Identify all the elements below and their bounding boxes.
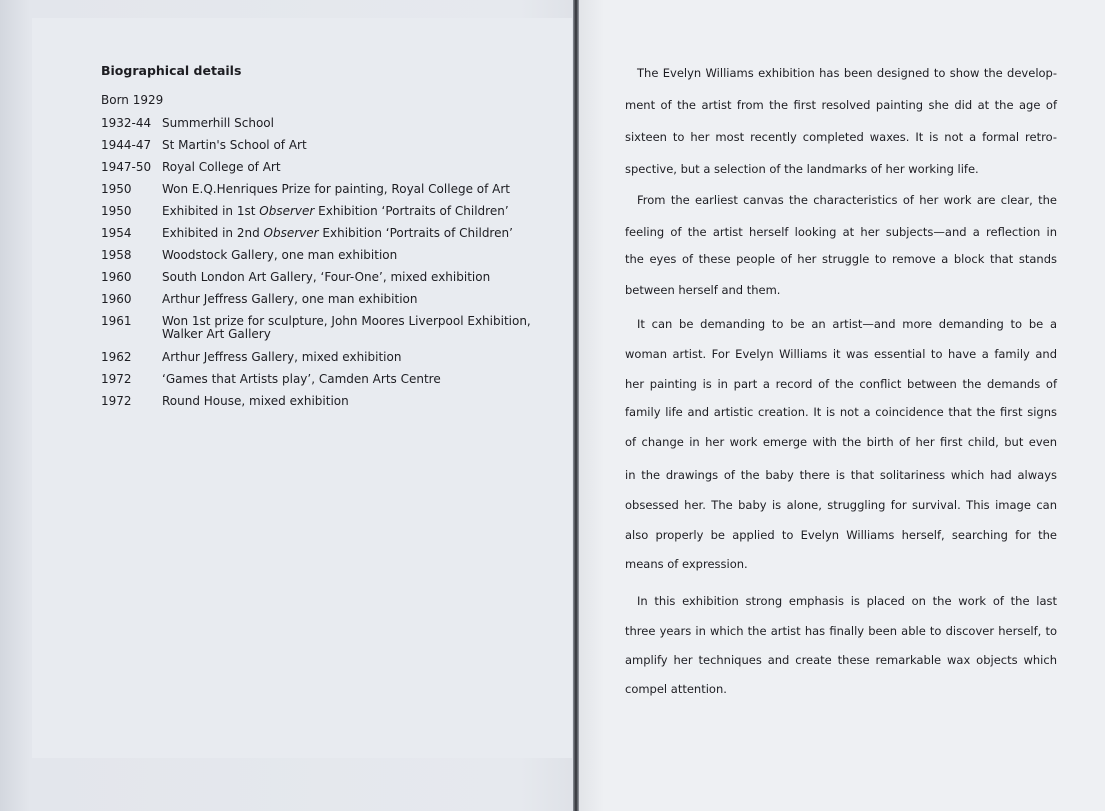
paragraph-2-line — [637, 193, 1057, 207]
bio-year: 1962 — [101, 350, 132, 364]
bio-event — [162, 249, 562, 262]
bio-year: 1954 — [101, 226, 132, 240]
line-text: the eyes of these people of her struggle to remove a block that stands — [625, 252, 1057, 266]
line-text: woman artist. For Evelyn Williams it was essential to have a family and — [625, 347, 1057, 361]
line-text: her painting is in part a record of the conflict between the demands of — [625, 377, 1057, 391]
bio-year: 1947-50 — [101, 160, 152, 174]
bio-event-text: Round House, mixed exhibition — [162, 394, 349, 408]
bio-event-text: St Martin's School of Art — [162, 138, 307, 152]
paragraph-1-line — [637, 66, 1057, 80]
bio-heading: Biographical details — [101, 63, 242, 78]
bio-event — [162, 373, 562, 386]
bio-event — [162, 293, 562, 306]
line-text: From the earliest canvas the characteristics of her work are clear, the — [637, 193, 1057, 207]
line-text: ment of the artist from the first resolved painting she did at the age of — [625, 98, 1057, 112]
bio-event-text: Royal College of Art — [162, 160, 281, 174]
line-text: of change in her work emerge with the birth of her first child, but even — [625, 435, 1057, 449]
line-text: also properly be applied to Evelyn Williams herself, searching for the — [625, 528, 1057, 542]
bio-year: 1960 — [101, 270, 132, 284]
paragraph-3-line — [625, 405, 1057, 419]
paragraph-4-line — [637, 594, 1057, 608]
line-text: three years in which the artist has finally been able to discover herself, to — [625, 624, 1057, 638]
paragraph-2-line — [625, 283, 1057, 297]
bio-event-text: Arthur Jeffress Gallery, mixed exhibition — [162, 350, 402, 364]
bio-event-text: South London Art Gallery, ‘Four-One’, mixed exhibition — [162, 270, 491, 284]
paragraph-3-line — [625, 557, 1057, 571]
bio-event — [162, 205, 562, 218]
paragraph-3-line — [625, 435, 1057, 449]
bio-event — [162, 227, 562, 240]
bio-event — [162, 117, 562, 130]
line-text: sixteen to her most recently completed waxes. It is not a formal retro- — [625, 130, 1057, 144]
bio-event-text: Exhibition ‘Portraits of Children’ — [314, 204, 509, 218]
paragraph-3-line — [625, 528, 1057, 542]
bio-year: 1958 — [101, 248, 132, 262]
bio-year: 1950 — [101, 204, 132, 218]
paragraph-3-line — [637, 317, 1057, 331]
paragraph-3-line — [625, 498, 1057, 512]
paragraph-4-line — [625, 653, 1057, 667]
bio-year: 1950 — [101, 182, 132, 196]
bio-event — [162, 183, 562, 196]
bio-event-text: Exhibited in 1st — [162, 204, 260, 218]
line-text: obsessed her. The baby is alone, struggling for survival. This image can — [625, 498, 1057, 512]
line-text: spective, but a selection of the landmarks of her working life. — [625, 162, 979, 176]
paragraph-3-line — [625, 347, 1057, 361]
line-text: means of expression. — [625, 557, 748, 571]
bio-event — [162, 395, 562, 408]
bio-event-text: Won 1st prize for sculpture, John Moores Liverpool Exhibition, — [162, 314, 531, 328]
line-text: amplify her techniques and create these remarkable wax objects which — [625, 653, 1057, 667]
bio-event — [162, 351, 562, 364]
bio-event-text: Exhibited in 2nd — [162, 226, 264, 240]
birth-year: Born 1929 — [101, 93, 164, 107]
bio-event-text: Exhibition ‘Portraits of Children’ — [318, 226, 513, 240]
paragraph-3-line — [625, 377, 1057, 391]
line-text: family life and artistic creation. It is not a coincidence that the first signs — [625, 405, 1057, 419]
bio-event — [162, 161, 562, 174]
bio-event-text: Summerhill School — [162, 116, 274, 130]
bio-event-text: Won E.Q.Henriques Prize for painting, Royal College of Art — [162, 182, 510, 196]
paragraph-3-line — [625, 468, 1057, 482]
bio-year: 1961 — [101, 314, 132, 328]
paragraph-1-line — [625, 162, 1057, 176]
bio-event-text: ‘Games that Artists play’, Camden Arts Centre — [162, 372, 441, 386]
paragraph-4-line — [625, 682, 1057, 696]
line-text: The Evelyn Williams exhibition has been designed to show the develop- — [637, 66, 1057, 80]
paragraph-2-line — [625, 225, 1057, 239]
bio-event-text: Walker Art Gallery — [162, 327, 271, 341]
line-text: In this exhibition strong emphasis is placed on the work of the last — [637, 594, 1057, 608]
bio-year: 1972 — [101, 394, 132, 408]
bio-year: 1972 — [101, 372, 132, 386]
bio-event — [162, 271, 562, 284]
bio-event — [162, 139, 562, 152]
bio-year: 1960 — [101, 292, 132, 306]
bio-year: 1944-47 — [101, 138, 152, 152]
paragraph-2-line — [625, 252, 1057, 266]
publication-title: Observer — [259, 204, 315, 218]
paragraph-1-line — [625, 98, 1057, 112]
line-text: It can be demanding to be an artist—and more demanding to be a — [637, 317, 1057, 331]
publication-title: Observer — [263, 226, 319, 240]
line-text: feeling of the artist herself looking at her subjects—and a reflection in — [625, 225, 1057, 239]
line-text: compel attention. — [625, 682, 727, 696]
bio-event-text: Arthur Jeffress Gallery, one man exhibition — [162, 292, 418, 306]
paragraph-4-line — [625, 624, 1057, 638]
bio-event-text: Woodstock Gallery, one man exhibition — [162, 248, 398, 262]
bio-year: 1932-44 — [101, 116, 152, 130]
paragraph-1-line — [625, 130, 1057, 144]
line-text: in the drawings of the baby there is that solitariness which had always — [625, 468, 1057, 482]
line-text: between herself and them. — [625, 283, 781, 297]
bio-event — [162, 315, 562, 341]
